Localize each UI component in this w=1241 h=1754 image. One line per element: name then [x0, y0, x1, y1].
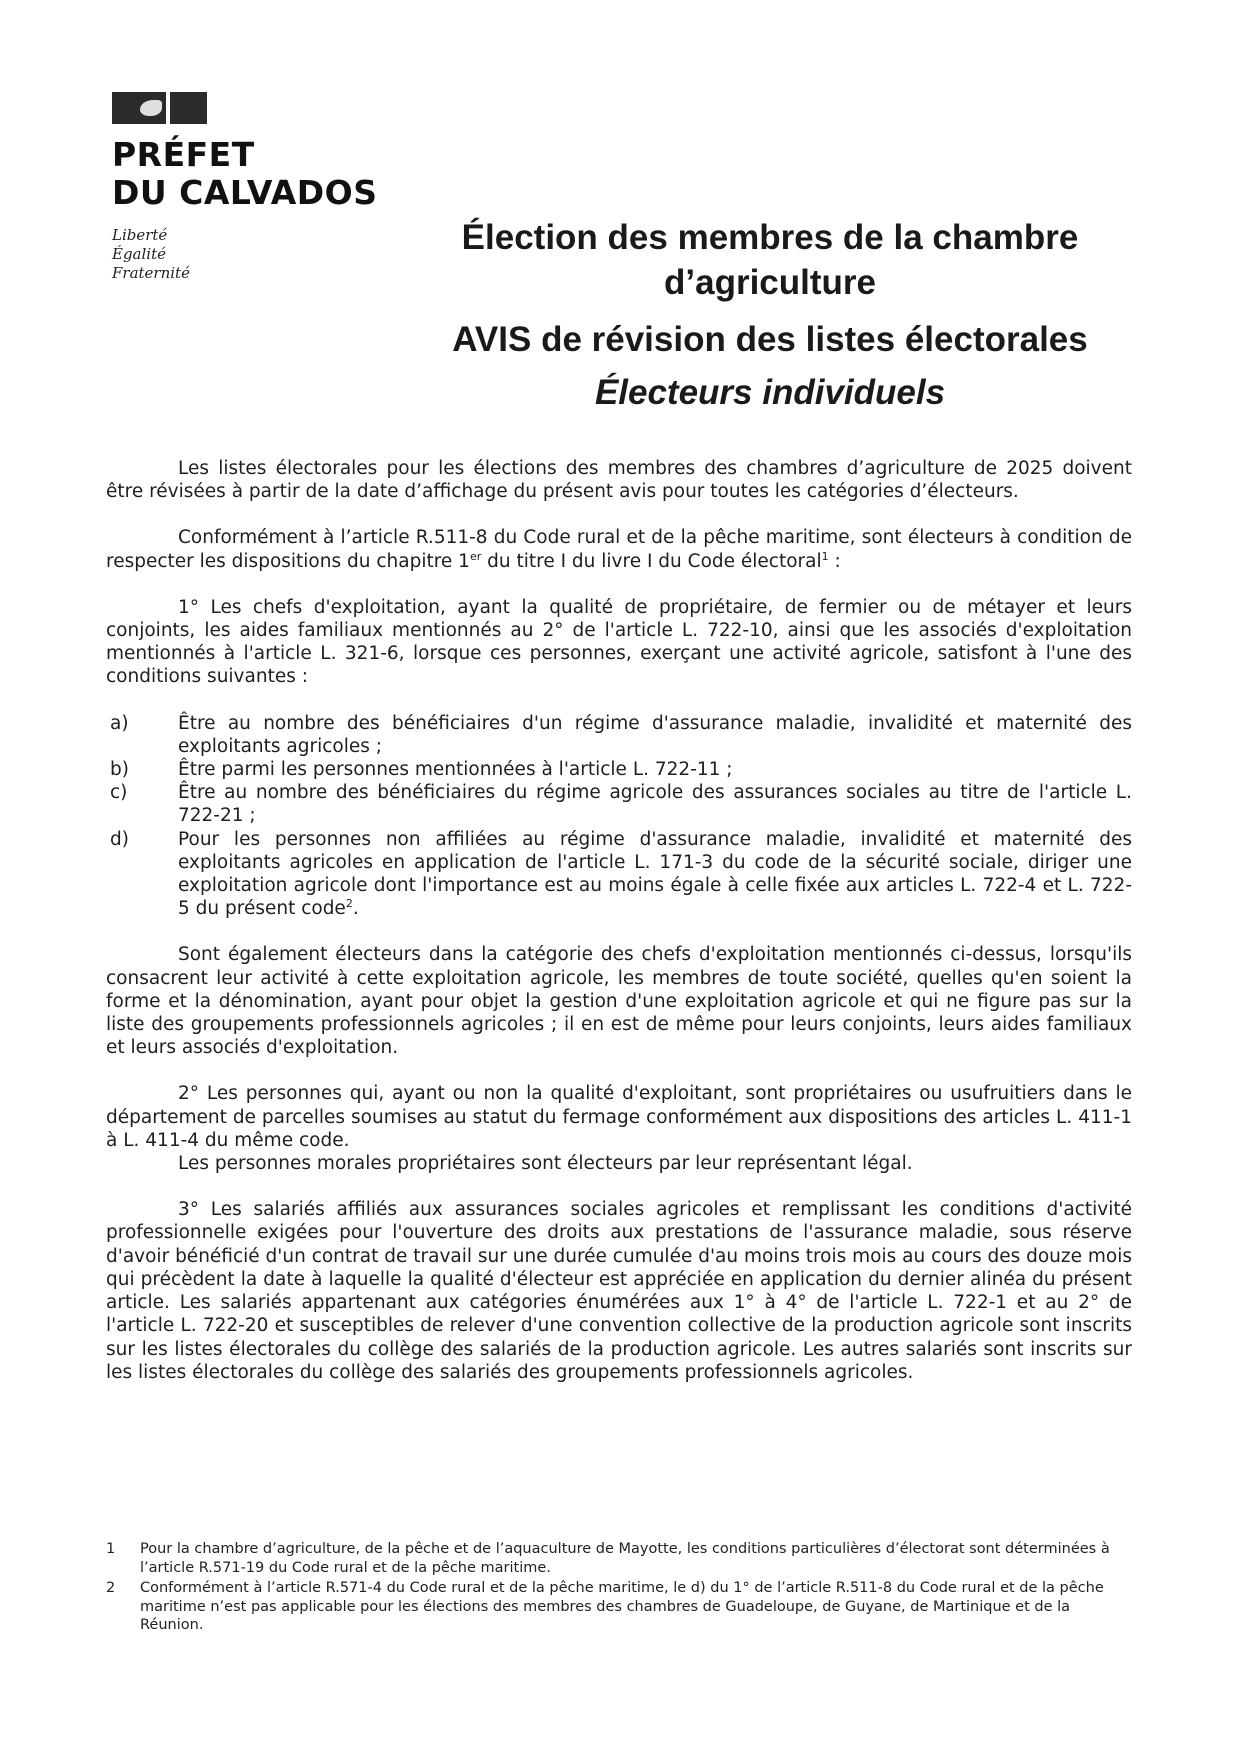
list-item-text: Être au nombre des bénéficiaires d'un régime d'assurance maladie, invalidité et maternité des exploitants agricoles ;: [178, 712, 1132, 757]
list-item-d-text: Pour les personnes non affiliées au régime d'assurance maladie, invalidité et maternité des exploitants agricoles en application de l'article L. 171-3 du code de la sécurité sociale, diriger une exploitation agricole dont l'importance est au moins égale à celle fixée aux articles L. 722-4 et L. 722-5 du présent code: [178, 828, 1132, 920]
marianne-emblem-right: [170, 92, 207, 124]
footnote-ref-2: 2: [345, 897, 353, 911]
footnote-text: Conformément à l’article R.571-4 du Code rural et de la pêche maritime, le d) du 1° de l’article R.511-8 du Code rural et de la pêche maritime n’est pas applicable pour les élections des membres des chambres de Guadeloupe, de Guyane, de Martinique et de la Réunion.: [140, 1580, 1104, 1633]
list-item: [106, 781, 1132, 827]
motto-fraternite: Fraternité: [112, 264, 190, 282]
document-body: [106, 457, 1132, 1384]
paragraph-egalement: Sont également électeurs dans la catégorie des chefs d'exploitation mentionnés ci-dessus, lorsqu'ils consacrent leur activité à cette exploitation agricole, les membres de toute société, quelles qu'en soient la forme et la dénomination, ayant pour objet la gestion d'une exploitation agricole et qui ne figure pas sur la liste des groupements professionnels agricoles ; il en est de même pour leurs conjoints, leurs aides familiaux et leurs associés d'exploitation.: [106, 944, 1132, 1059]
paragraph-3: 3° Les salariés affiliés aux assurances sociales agricoles et remplissant les conditions d'activité professionnelle exigées pour l'ouverture des droits aux prestations de l'assurance maladie, sous réserve d'avoir bénéficié d'un contrat de travail sur une durée cumulée d'au moins trois mois au cours des douze mois qui précèdent la date à laquelle la qualité d'électeur est appréciée en application du dernier alinéa du présent article. Les salariés appartenant aux catégories énumérées aux 1° à 4° de l'article L. 722-1 et au 2° de l'article L. 722-20 et susceptibles de relever d'une convention collective de la production agricole sont inscrits sur les listes électorales du collège des salariés de la production agricole. Les autres salariés sont inscrits sur les listes électorales du collège des salariés des groupements professionnels agricoles.: [106, 1199, 1132, 1383]
paragraph-1: 1° Les chefs d'exploitation, ayant la qualité de propriétaire, de fermier ou de métayer et leurs conjoints, les aides familiaux mentionnés au 2° de l'article L. 722-10, ainsi que les associés d'exploitation mentionnés à l'article L. 321-6, lorsque ces personnes, exerçant une activité agricole, satisfont à l'une des conditions suivantes :: [106, 596, 1132, 688]
title-line-4: Électeurs individuels: [594, 373, 946, 412]
motto-egalite: Égalité: [112, 245, 166, 263]
paragraph-conformement: [106, 526, 1132, 572]
list-item-text: Être au nombre des bénéficiaires du régime agricole des assurances sociales au titre de l'article L. 722-21 ;: [178, 782, 1132, 827]
motto-liberte: Liberté: [112, 226, 168, 244]
footnote-number: 1: [106, 1541, 116, 1557]
conformement-text-c: :: [828, 550, 841, 572]
list-item: [106, 828, 1132, 921]
list-item-label: d): [110, 828, 129, 850]
footnote: [106, 1540, 1132, 1577]
footnote-ref-1: 1: [821, 549, 829, 563]
prefecture-logo: [112, 92, 432, 283]
list-item-label: b): [110, 759, 129, 781]
conditions-list: [106, 712, 1132, 921]
title-line-1: Élection des membres de la chambre: [461, 218, 1079, 257]
list-item: [106, 758, 1132, 781]
conformement-text-b: du titre I du livre I du Code électoral: [481, 550, 822, 572]
footnote: [106, 1579, 1132, 1635]
footnotes: [106, 1540, 1132, 1637]
title-line-3: AVIS de révision des listes électorales: [452, 320, 1088, 359]
footnote-text: Pour la chambre d’agriculture, de la pêche et de l’aquaculture de Mayotte, les conditions particulières d’électorat sont déterminées à l’article R.571-19 du Code rural et de la pêche maritime.: [140, 1541, 1110, 1576]
conformement-text-a: Conformément à l’article R.511-8 du Code rural et de la pêche maritime, sont électeurs à condition de respecter les dispositions du chapitre 1: [106, 527, 1132, 572]
paragraph-intro: Les listes électorales pour les élections des membres des chambres d’agriculture de 2025 doivent être révisées à partir de la date d’affichage du présent avis pour toutes les catégories d’électeurs.: [106, 458, 1132, 503]
prefet-line-2: DU CALVADOS: [112, 173, 378, 212]
prefet-line-1: PRÉFET: [112, 135, 255, 174]
paragraph-2: 2° Les personnes qui, ayant ou non la qualité d'exploitant, sont propriétaires ou usufruitiers dans le département de parcelles soumises au statut du fermage conformément aux dispositions des articles L. 411-1 à L. 411-4 du même code.: [106, 1083, 1132, 1151]
title-line-2: d’agriculture: [664, 263, 876, 302]
list-item-label: a): [110, 712, 129, 734]
list-item-label: c): [110, 782, 128, 804]
marianne-emblem: [112, 92, 207, 124]
list-item: [106, 712, 1132, 758]
marianne-emblem-left: [112, 92, 166, 124]
list-item-d-end: .: [352, 898, 359, 920]
list-item-text: Être parmi les personnes mentionnées à l'article L. 722-11 ;: [178, 759, 733, 781]
prefet-title: [112, 136, 432, 212]
document-titles: [400, 215, 1140, 415]
list-item-text: [178, 828, 1132, 921]
footnote-number: 2: [106, 1580, 116, 1596]
conformement-sup: er: [469, 549, 482, 563]
republic-motto: [112, 226, 432, 283]
paragraph-2b: Les personnes morales propriétaires sont électeurs par leur représentant légal.: [178, 1153, 913, 1175]
